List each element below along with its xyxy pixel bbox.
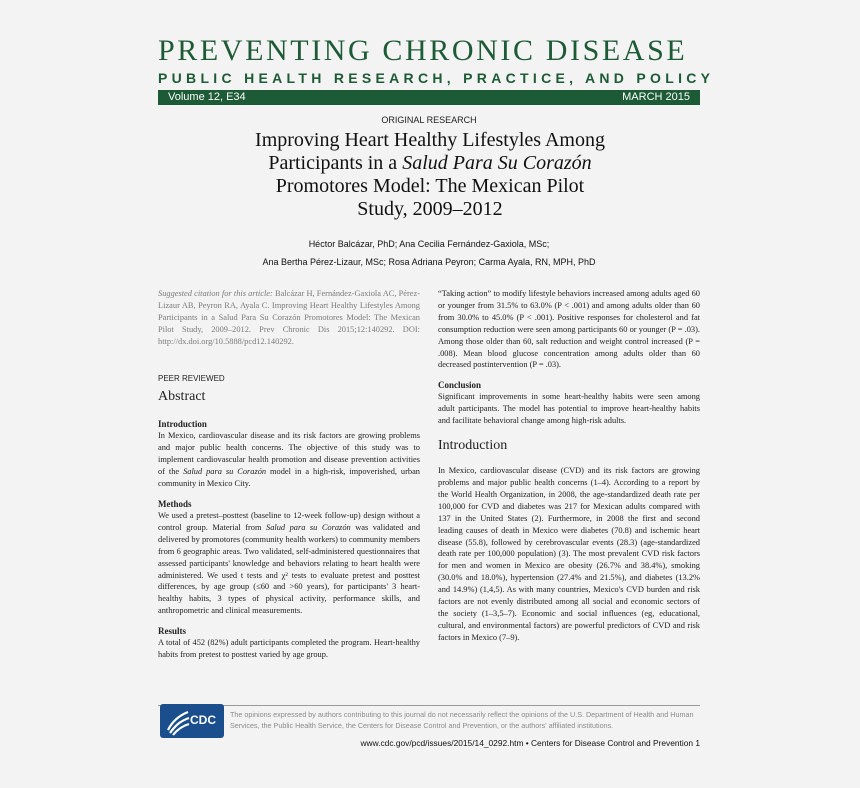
- article-title-line-2: [190, 152, 670, 175]
- introduction-heading: Introduction: [438, 438, 508, 454]
- methods-text: [158, 510, 420, 617]
- program-name: Salud para su Corazón: [183, 467, 267, 477]
- journal-subtitle: PUBLIC HEALTH RESEARCH, PRACTICE, AND POLICY: [158, 70, 715, 86]
- article-title-line-1: Improving Heart Healthy Lifestyles Among: [255, 129, 605, 151]
- article-title-line-4: Study, 2009–2012: [357, 198, 503, 220]
- cdc-logo-text: CDC: [190, 713, 216, 727]
- suggested-citation: [158, 288, 420, 348]
- article-title: [190, 129, 670, 221]
- methods-heading: Methods: [158, 498, 192, 509]
- abstract-introduction-text: [158, 430, 420, 490]
- peer-reviewed-label: PEER REVIEWED: [158, 373, 225, 383]
- authors-line-2: Ana Bertha Pérez-Lizaur, MSc; Rosa Adriana Peyron; Carma Ayala, RN, MPH, PhD: [262, 257, 596, 267]
- authors-line-1: Héctor Balcázar, PhD; Ana Cecilia Fernández-Gaxiola, MSc;: [308, 239, 550, 249]
- left-column: [158, 288, 420, 661]
- hhs-eagle-icon: [162, 704, 192, 738]
- journal-title: PREVENTING CHRONIC DISEASE: [158, 34, 688, 67]
- cdc-logo: [160, 704, 224, 738]
- text-run: In Mexico, cardiovascular disease and its risk factors are growing problems and major public health concerns. The objective of this study was to implement cardiovascular health promotion and disease prevention activities of the: [158, 431, 420, 477]
- program-name: Salud para su Corazón: [266, 522, 351, 532]
- conclusion-text: Significant improvements in some heart-healthy habits were seen among adult participants. The model has potential to improve heart-healthy habits and facilitate behavioral change among high-risk adults.: [438, 392, 700, 426]
- footer-url-line: www.cdc.gov/pcd/issues/2015/14_0292.htm • Centers for Disease Control and Prevention 1: [360, 738, 700, 748]
- volume-label: Volume 12, E34: [168, 91, 246, 103]
- footer-divider: [158, 705, 700, 706]
- text-run: model in a high-risk, impoverished, urban community in Mexico City.: [158, 467, 420, 489]
- conclusion-heading: Conclusion: [438, 380, 482, 391]
- introduction-text: In Mexico, cardiovascular disease (CVD) and its risk factors are growing problems and major public health concerns (1–4). According to a report by the World Health Organization, in 2008, the age-standardized death rate per 100,000 for CVD and diabetes was 217 for Mexican adults compared with 137 in the United States (2). Furthermore, in 2008 the first and second leading causes of death in Mexico were diabetes (70.8) and ischemic heart disease (55.8), followed by cerebrovascular events (28.3) (age-standardized death rate per 100,000 population) (3). The most prevalent CVD risk factors for men and women in Mexico are obesity (26.7% and 38.4%), smoking (30.0% and 18.0%), hypertension (27.4% and 21.5%), and diabetes (13.2% and 14.9%) (1,4,5). As with many countries, Mexico's CVD burden and risk factors are not evenly distributed among all social and economic sectors of the society (1–3,5–7). Economic and social influences (eg, educational, cultural, and environmental factors) are powerful predictors of CVD and risk factors in Mexico (7–9).: [438, 466, 700, 642]
- text-run: We used a pretest–posttest (baseline to 12-week follow-up) design without a control group. Material from: [158, 510, 420, 532]
- results-heading: Results: [158, 626, 187, 637]
- issue-date: MARCH 2015: [622, 91, 690, 103]
- right-column: [438, 288, 700, 644]
- citation-label: Suggested citation for this article:: [158, 289, 273, 298]
- disclaimer: The opinions expressed by authors contributing to this journal do not necessarily reflect the opinions of the U.S. Department of Health and Human Services, the Public Health Service, the Centers for Disease Control and Prevention, or the authors' affiliated institutions.: [230, 710, 694, 730]
- abstract-introduction-heading: Introduction: [158, 419, 207, 430]
- results-continued-text: “Taking action” to modify lifestyle behaviors increased among adults aged 60 or younger from 31.5% to 63.0% (P < .001) and among adults older than 60 from 30.0% to 45.0% (P < .001). Positive responses for cholesterol and fat consumption reduction were seen among participants 60 or younger (P = .03). Among those older than 60, salt reduction and weight control increased (P = .008). Mean blood glucose concentration among adults older than 60 decreased postintervention (P = .03).: [438, 289, 700, 370]
- article-title-part: Participants in a: [268, 152, 403, 174]
- article-title-line-3: Promotores Model: The Mexican Pilot: [275, 175, 585, 197]
- volume-bar: [158, 90, 700, 105]
- program-name: Salud Para Su Corazón: [402, 152, 592, 174]
- abstract-heading: Abstract: [158, 389, 206, 405]
- text-run: was validated and delivered by promotores (community health workers) to community members from 6 geographic areas. Two validated, self-administered questionnaires that assessed participants' knowledge and behaviors relating to heart health were administered. We used t tests and χ² tests to evaluate pretest and posttest differences, by age group (≤60 and >60 years), for participants' 3 heart-healthy habits, 3 types of physical activity, performance skills, and anthropometric and clinical measurements.: [158, 522, 421, 616]
- results-text: A total of 452 (82%) adult participants completed the program. Heart-healthy habits from pretest to posttest varied by age group.: [158, 638, 420, 660]
- section-label: ORIGINAL RESEARCH: [381, 115, 477, 125]
- citation-text: Balcázar H, Fernández-Gaxiola AC, Pérez-Lizaur AB, Peyron RA, Ayala C. Improving Heart Healthy Lifestyles Among Participants in a Salud Para Su Corazón Promotores Model: The Mexican Pilot Study, 2009–2012. Prev Chronic Dis 2015;12:140292. DOI: http://dx.doi.org/10.5888/pcd12.140292.: [158, 289, 420, 346]
